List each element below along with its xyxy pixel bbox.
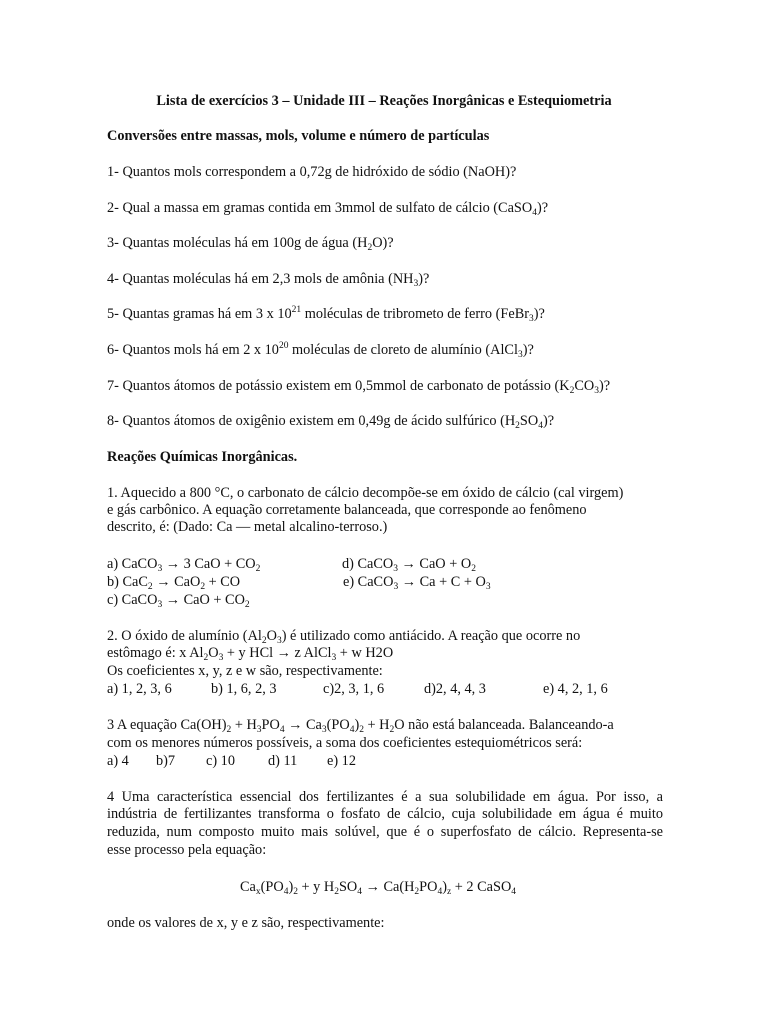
question-4: 4- Quantas moléculas há em 2,3 mols de amônia $(NH_3)$? — [107, 271, 430, 289]
problem-4-line-1: 4 Uma característica essencial dos fertilizantes é a sua solubilidade em água. Por isso, a — [107, 789, 663, 805]
problem-4-line-4: esse processo pela equação: — [107, 842, 267, 858]
problem-1-option-d: d) CaCO$_3$ → CaO + $O_2$ — [342, 556, 476, 574]
problem-4-line-3: reduzida, num composto muito mais solúvel, que é o superfosfato de cálcio. Representa-se — [107, 824, 663, 840]
question-6: 6- Quantos mols há em 2 x $10^{20}$ moléculas de cloreto de alumínio (AlCl$_3$)? — [107, 341, 534, 360]
problem-2-option-b: b) 1, 6, 2, 3 — [211, 681, 277, 697]
problem-3-option-a: a) 4 — [107, 753, 129, 769]
problem-2-option-d: d)2, 4, 4, 3 — [424, 681, 486, 697]
problem-2-line-3: Os coeficientes x, y, z e w são, respectivamente: — [107, 663, 383, 679]
question-2: 2- Qual a massa em gramas contida em 3mmol de sulfato de cálcio (CaSO$_4$)? — [107, 200, 549, 218]
problem-1-option-b: b) CaC$_2$ → CaO$_2$ + CO — [107, 574, 241, 592]
problem-1-option-c: c) CaCO$_3$ → CaO + $CO_2$ — [107, 592, 250, 610]
problem-2-option-e: e) 4, 2, 1, 6 — [543, 681, 608, 697]
question-1: 1- Quantos mols correspondem a 0,72g de hidróxido de sódio (NaOH)? — [107, 164, 517, 180]
problem-2-line-1: 2. O óxido de alumínio $(Al_2O_3)$ é utilizado como antiácido. A reação que ocorre no — [107, 628, 581, 646]
problem-1-option-a: a) CaCO$_3$ → 3 CaO + $CO_2$ — [107, 556, 261, 574]
problem-2-option-c: c)2, 3, 1, 6 — [323, 681, 385, 697]
question-8: 8- Quantos átomos de oxigênio existem em 0,49g de ácido sulfúrico $(H_2SO_4)$? — [107, 413, 555, 431]
problem-1-option-e: e) CaCO$_3$ → $Ca + C + O_3$ — [343, 574, 491, 592]
section-heading-reactions: Reações Químicas Inorgânicas. — [107, 449, 298, 465]
problem-3-line-1: 3 A equação $Ca(OH)_2 + H_3PO_4 \to Ca_3(PO_4)_2 + H_2O$ não está balanceada. Balanceando-a — [107, 717, 614, 735]
question-7: 7- Quantos átomos de potássio existem em 0,5mmol de carbonato de potássio $(K_2CO_3)$? — [107, 378, 611, 396]
page-title: Lista de exercícios 3 – Unidade III – Reações Inorgânicas e Estequiometria — [156, 93, 612, 109]
problem-1-line-1: 1. Aquecido a 800 °C, o carbonato de cálcio decompõe-se em óxido de cálcio (cal virgem) — [107, 485, 624, 501]
section-heading-conversions: Conversões entre massas, mols, volume e número de partículas — [107, 128, 490, 144]
problem-4-line-5: onde os valores de x, y e z são, respectivamente: — [107, 915, 385, 931]
problem-3-line-2: com os menores números possíveis, a soma dos coeficientes estequiométricos será: — [107, 735, 583, 751]
problem-3-option-b: b)7 — [156, 753, 176, 769]
problem-4-line-2: indústria de fertilizantes transforma o fosfato de cálcio, cuja solubilidade em água é muito — [107, 806, 663, 822]
problem-1-line-2: e gás carbônico. A equação corretamente balanceada, que corresponde ao fenômeno — [107, 502, 587, 518]
question-5: 5- Quantas gramas há em 3 x $10^{21}$ moléculas de tribrometo de ferro (FeBr$_3$)? — [107, 305, 545, 324]
problem-4-equation: $Ca_x(PO_4)_2 + y$ $H_2SO_4 \to Ca(H_2PO_4)_z + 2$ CaSO$_4$ — [240, 879, 517, 897]
problem-3-option-d: d) 11 — [268, 753, 298, 769]
problem-2-option-a: a) 1, 2, 3, 6 — [107, 681, 172, 697]
question-3: 3- Quantas moléculas há em 100g de água $(H_2O)$? — [107, 235, 394, 253]
problem-1-line-3: descrito, é: (Dado: Ca — metal alcalino-terroso.) — [107, 519, 388, 535]
problem-2-line-2: estômago é: x $Al_2O_3 + y$ HCl → z AlCl$_3$ + w H2O — [107, 645, 394, 663]
problem-3-option-e: e) 12 — [327, 753, 356, 769]
problem-3-option-c: c) 10 — [206, 753, 235, 769]
